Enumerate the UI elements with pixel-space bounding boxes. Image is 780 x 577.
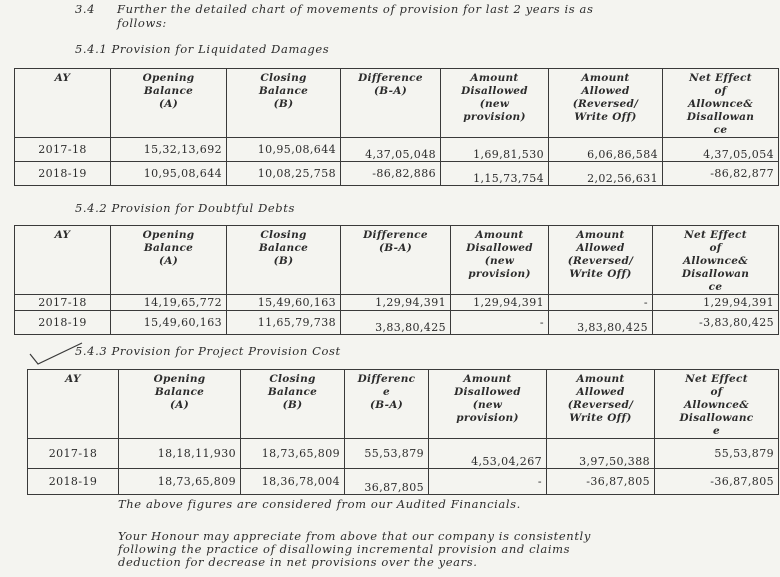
header-net-effect: Net Effect of Allownce& Disallowanc e	[655, 370, 779, 439]
header-ay: AY	[15, 69, 111, 138]
table-header-row	[15, 226, 779, 295]
conclusion-line-1: Your Honour may appreciate from above that our company is consistently	[118, 529, 591, 543]
intro-text-1: Further the detailed chart of movements of provision for last 2 years is as	[117, 2, 594, 16]
cell-ay: 2018-19	[15, 162, 111, 186]
header-disallowed: Amount Disallowed (new provision)	[441, 69, 549, 138]
cell-opening: 14,19,65,772	[111, 295, 227, 311]
header-disallowed: Amount Disallowed (new provision)	[451, 226, 549, 295]
header-net-effect: Net Effect of Allownce& Disallowan ce	[653, 226, 779, 295]
table-row	[15, 295, 779, 311]
cell-allowed: 2,02,56,631	[549, 162, 663, 186]
cell-closing: 11,65,79,738	[227, 311, 341, 335]
cell-opening: 18,73,65,809	[119, 469, 241, 495]
header-allowed: Amount Allowed (Reversed/ Write Off)	[549, 226, 653, 295]
header-ay: AY	[28, 370, 119, 439]
cell-allowed: 6,06,86,584	[549, 138, 663, 162]
cell-difference: 3,83,80,425	[341, 311, 451, 335]
table-row	[15, 138, 779, 162]
header-opening: Opening Balance (A)	[111, 69, 227, 138]
cell-disallowed: -	[429, 469, 547, 495]
cell-closing: 15,49,60,163	[227, 295, 341, 311]
cell-closing: 10,95,08,644	[227, 138, 341, 162]
cell-opening: 15,32,13,692	[111, 138, 227, 162]
table-row	[28, 439, 779, 469]
cell-difference: 55,53,879	[345, 439, 429, 469]
audited-financials-note: The above figures are considered from our Audited Financials.	[118, 497, 521, 511]
cell-ay: 2017-18	[28, 439, 119, 469]
cell-closing: 18,36,78,004	[241, 469, 345, 495]
cell-difference: 36,87,805	[345, 469, 429, 495]
cell-closing: 10,08,25,758	[227, 162, 341, 186]
cell-ay: 2018-19	[28, 469, 119, 495]
cell-net-effect: 55,53,879	[655, 439, 779, 469]
header-allowed: Amount Allowed (Reversed/ Write Off)	[549, 69, 663, 138]
header-opening: Opening Balance (A)	[119, 370, 241, 439]
cell-net-effect: -36,87,805	[655, 469, 779, 495]
cell-disallowed: 1,69,81,530	[441, 138, 549, 162]
cell-disallowed: 1,29,94,391	[451, 295, 549, 311]
header-closing: Closing Balance (B)	[227, 226, 341, 295]
cell-difference: -86,82,886	[341, 162, 441, 186]
header-opening: Opening Balance (A)	[111, 226, 227, 295]
table-header-row	[15, 69, 779, 138]
cell-allowed: -36,87,805	[547, 469, 655, 495]
cell-ay: 2018-19	[15, 311, 111, 335]
header-difference: Differenc e (B-A)	[345, 370, 429, 439]
header-difference: Difference (B-A)	[341, 226, 451, 295]
table-doubtful-debts	[14, 225, 779, 335]
section-title-doubtful-debts: 5.4.2 Provision for Doubtful Debts	[75, 201, 295, 215]
table-header-row	[28, 370, 779, 439]
cell-closing: 18,73,65,809	[241, 439, 345, 469]
cell-disallowed: 1,15,73,754	[441, 162, 549, 186]
cell-difference: 4,37,05,048	[341, 138, 441, 162]
section-title-liquidated-damages: 5.4.1 Provision for Liquidated Damages	[75, 42, 330, 56]
table-row	[28, 469, 779, 495]
header-difference: Difference (B-A)	[341, 69, 441, 138]
table-row	[15, 162, 779, 186]
header-ay: AY	[15, 226, 111, 295]
cell-opening: 15,49,60,163	[111, 311, 227, 335]
cell-disallowed: 4,53,04,267	[429, 439, 547, 469]
section-title-project-provision: 5.4.3 Provision for Project Provision Cost	[75, 344, 341, 358]
header-net-effect: Net Effect of Allownce& Disallowan ce	[663, 69, 779, 138]
intro-number: 3.4	[75, 2, 96, 16]
conclusion-line-2: following the practice of disallowing incremental provision and claims	[118, 542, 571, 556]
cell-net-effect: -86,82,877	[663, 162, 779, 186]
table-liquidated-damages	[14, 68, 779, 186]
conclusion-line-3: deduction for decrease in net provisions over the years.	[118, 555, 478, 569]
intro-line-2: follows:	[117, 16, 167, 30]
header-allowed: Amount Allowed (Reversed/ Write Off)	[547, 370, 655, 439]
cell-disallowed: -	[451, 311, 549, 335]
header-disallowed: Amount Disallowed (new provision)	[429, 370, 547, 439]
cell-opening: 18,18,11,930	[119, 439, 241, 469]
cell-net-effect: 1,29,94,391	[653, 295, 779, 311]
cell-ay: 2017-18	[15, 295, 111, 311]
cell-net-effect: 4,37,05,054	[663, 138, 779, 162]
cell-opening: 10,95,08,644	[111, 162, 227, 186]
header-closing: Closing Balance (B)	[241, 370, 345, 439]
header-closing: Closing Balance (B)	[227, 69, 341, 138]
table-project-provision	[27, 369, 779, 495]
cell-ay: 2017-18	[15, 138, 111, 162]
cell-allowed: 3,83,80,425	[549, 311, 653, 335]
cell-net-effect: -3,83,80,425	[653, 311, 779, 335]
cell-allowed: 3,97,50,388	[547, 439, 655, 469]
table-row	[15, 311, 779, 335]
cell-difference: 1,29,94,391	[341, 295, 451, 311]
cell-allowed: -	[549, 295, 653, 311]
intro-line-1	[75, 2, 594, 16]
